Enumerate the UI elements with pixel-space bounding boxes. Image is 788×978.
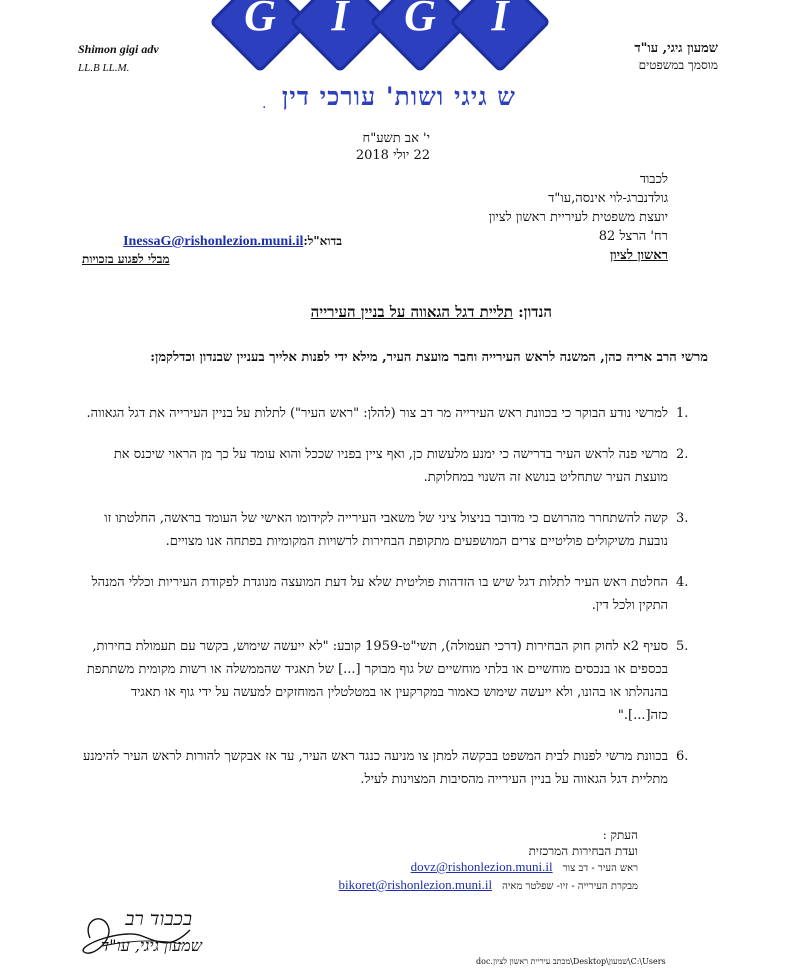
- subject-line: [311, 303, 552, 322]
- addressee-line: גולדנברג-לוי אינסה,עו"ד: [548, 191, 668, 206]
- lawyer-degrees: LL.B LL.M.: [78, 62, 130, 74]
- item-number: 5.: [676, 639, 689, 654]
- intro-paragraph: מרשי הרב אריה כהן, המשנה לראש העירייה וחבר מועצת העיר, מילא ידי לפנות אלייך בעניין שבנדון וכדלקמן:: [150, 350, 708, 365]
- addressee-city: ראשון לציון: [609, 248, 668, 263]
- cc-label: העתק :: [602, 828, 638, 842]
- subject-prefix: הנדון:: [512, 303, 552, 321]
- logo-letter: G: [244, 0, 276, 40]
- item-number: 4.: [676, 575, 689, 590]
- logo-diamond: [452, 0, 548, 70]
- email-block: [82, 234, 342, 267]
- item-text: בכוונת מרשי לפנות לבית המשפט בבקשה למתן צו מניעה כנגד ראש העיר, עד אז אבקשך להורות לראש העיר להימנע מתליית דגל הגאווה על בניין העירייה מהסיבות המצוינות לעיל.: [83, 749, 668, 787]
- addressee-block: [489, 170, 668, 265]
- list-item: [82, 635, 706, 727]
- cc-row: [339, 859, 638, 877]
- file-path: C:\Users\שמעון\Desktop\מכתב עיריית ראשון לציון.doc: [476, 957, 666, 966]
- decorative-dot: .: [262, 96, 267, 112]
- addressee-line: לכבוד: [639, 172, 668, 187]
- email-line: [82, 234, 342, 250]
- item-number: 6.: [676, 749, 689, 764]
- item-number: 3.: [676, 511, 689, 526]
- list-item: [82, 571, 706, 617]
- logo-letter: G: [404, 0, 436, 40]
- cc-row-label: מבקרת העירייה - זיו- שפלטר מאיה: [502, 881, 638, 892]
- item-text: למרשי נודע הבוקר כי בכוונת ראש העירייה מר דב צור (להלן: "ראש העיר") לתלות על בניין העירייה את דגל הגאווה.: [86, 406, 668, 421]
- mayor-email-link[interactable]: dovz@rishonlezion.muni.il: [410, 859, 553, 874]
- item-number: 1.: [676, 406, 689, 421]
- item-number: 2.: [676, 447, 689, 462]
- firm-name: ש גיגי ושות' עורכי דין: [281, 82, 516, 111]
- letter-dates: [356, 130, 430, 164]
- subject-topic: תליית דגל הגאווה על בניין העירייה: [310, 303, 513, 321]
- item-text: קשה להשתחרר מהרושם כי מדובר בניצול ציני של משאבי העירייה לקידומו האישי של העומד בראשה, החלטתו זו נובעת משיקולים פוליטיים צרים המושפעים מתקופת הבחירות לרשויות המקומיות בפתחה אנו מצויים.: [104, 511, 668, 549]
- email-label: בדוא"ל:: [303, 234, 342, 248]
- logo-letter: I: [331, 0, 349, 40]
- list-item: [82, 443, 706, 489]
- list-item: [82, 507, 706, 553]
- cc-block: [339, 827, 638, 895]
- cc-line: ועדת הבחירות המרכזית: [528, 844, 638, 858]
- addressee-line: יועצת משפטית לעיריית ראשון לציון: [488, 210, 668, 225]
- numbered-items: [82, 402, 706, 809]
- lawyer-name-hebrew: שמעון גיגי, עו"ד: [634, 41, 718, 56]
- cc-row: [339, 877, 638, 895]
- signature-name: שמעון גיגי, עו"ד: [100, 936, 202, 955]
- list-item: [82, 402, 706, 425]
- item-text: החלטת ראש העיר לתלות דגל שיש בו הזדהות פוליטית שלא על דעת המועצה מנוגדת לפקודת העיריות וכללי המנהל התקין ולכל דין.: [91, 575, 668, 613]
- without-prejudice-note: מבלי לפגוע בזכויות: [82, 252, 170, 266]
- item-text: מרשי פנה לראש העיר בדרישה כי ימנע מלעשות כן, ואף ציין בפניו שככל והוא עומד על כך מן הראוי שיכנס את מועצת העיר שתחליט בנושא זה השנוי במחלוקת.: [113, 447, 668, 485]
- logo: [212, 0, 544, 82]
- hebrew-date: י' אב תשע"ח: [362, 131, 430, 146]
- item-text: סעיף 2א לחוק חוק הבחירות (דרכי תעמולה), תשי"ט-1959 קובע: "לא ייעשה שימוש, בקשר עם תעמולת בחירות, בכספים או בנכסים מוחשיים או בלתי מוחשיים של גוף מבוקר [...] של תאגיד שהממשלה או רשות מקומית משתתפת בהנהלתו או בהונו, ולא ייעשה שימוש כאמור במקרקעין או במטלטלין המוחזקים למעשה על ידי גוף או תאגיד כזה[...].": [86, 639, 668, 723]
- logo-letter: I: [491, 0, 509, 40]
- comptroller-email-link[interactable]: bikoret@rishonlezion.muni.il: [338, 877, 493, 892]
- lawyer-name-english: Shimon gigi adv: [78, 42, 159, 56]
- cc-row-label: ראש העיר - דב צור: [562, 863, 638, 874]
- addressee-line: רח' הרצל 82: [598, 229, 668, 244]
- signature: [62, 908, 202, 964]
- gregorian-date: 22 יולי 2018: [355, 148, 430, 163]
- lawyer-title-hebrew: מוסמך במשפטים: [638, 58, 718, 72]
- signature-closing: בכבוד רב: [125, 908, 192, 930]
- list-item: [82, 745, 706, 791]
- recipient-email-link[interactable]: InessaG@rishonlezion.muni.il: [123, 234, 304, 249]
